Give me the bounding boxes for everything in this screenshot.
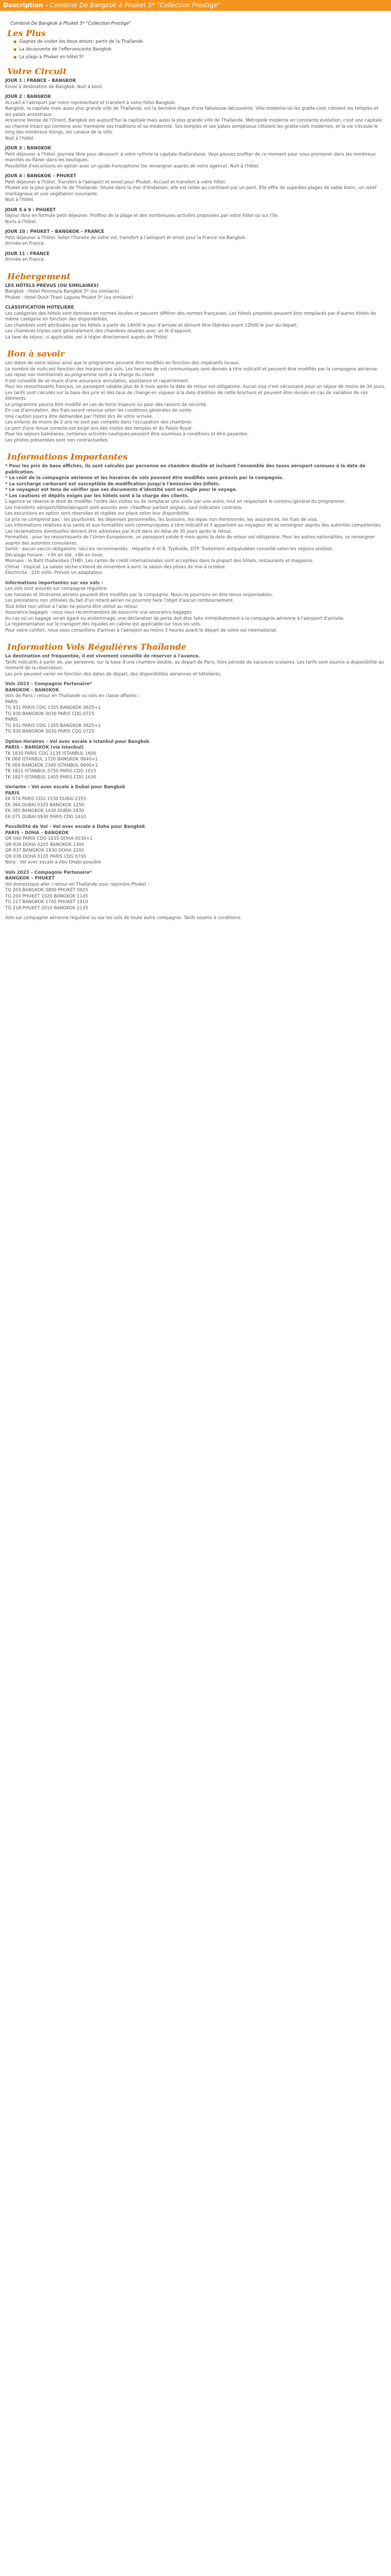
vols-paragraph: Les prix peuvent varier en fonction des dates de départ, des disponibilités aériennes et hôtelières. bbox=[5, 671, 222, 677]
info-line: Informations importantes sur vos vols : bbox=[5, 580, 103, 586]
day-text: Possibilité d'excursions en option avec un guide francophone (se renseigner auprès de votre agence). Nuit à l'hôtel. bbox=[5, 163, 260, 169]
day-title: JOUR 2 : BANGKOK bbox=[5, 94, 52, 99]
info-line: Assurance bagages : nous vous recommandons de souscrire une assurance bagages. bbox=[5, 610, 193, 615]
info-line: Les excursions en option sont réservées et réglées sur place selon leur disponibilité. bbox=[5, 511, 190, 516]
info-line: Pour votre confort, nous vous conseillons d'arriver à l'aéroport au moins 3 heures avant le départ de votre vol international. bbox=[5, 628, 278, 633]
informations-block bbox=[5, 464, 386, 634]
info-line: Le prix ne comprend pas : les pourboires, les dépenses personnelles, les boissons, les repas non mentionnés, les assurances, les frais de visa. bbox=[5, 517, 318, 522]
day-block bbox=[5, 78, 386, 90]
vols-line: TK 1821 ISTANBUL 0750 PARIS CDG 1015 bbox=[5, 769, 96, 774]
info-line: Climat : tropical. La saison sèche s'étend de novembre à avril, la saison des pluies de mai à octobre. bbox=[5, 564, 226, 570]
les-plus-item: ● La découverte de l'effervescente Bangkok bbox=[13, 46, 386, 54]
hebergement-line: LES HÔTELS PREVUS (OU SIMILAIRES) bbox=[5, 283, 99, 289]
info-line: * Le voyageur est tenu de vérifier que ses documents d'identité sont en règle pour le voyage. bbox=[5, 487, 238, 493]
day-text: Petit déjeuner à l'hôtel. Selon l'horaire de votre vol, transfert à l'aéroport et envol pour la France via Bangkok. bbox=[5, 235, 247, 241]
hebergement-line: Les chambres sont attribuées par les hôtels à partir de 14h00 le jour d'arrivée et doivent être libérées avant 12h00 le jour du départ. bbox=[5, 323, 298, 328]
info-line: La réglementation sur le transport des liquides en cabine est applicable sur tous les vols. bbox=[5, 622, 202, 627]
day-text: Nuit à l'hôtel. bbox=[5, 197, 35, 202]
day-title: JOUR 10 : PHUKET – BANGKOK – FRANCE bbox=[5, 229, 104, 234]
vols-group-header: Possibilité de Vol – Vol avec escale à Doha pour Bangkok bbox=[5, 824, 145, 829]
header-banner bbox=[0, 0, 391, 11]
vols-line: Vol domestique aller / retour en Thaïlande pour rejoindre Phuket : bbox=[5, 882, 150, 887]
vols-line: QR 837 BANGKOK 1830 DOHA 2200 bbox=[5, 848, 84, 853]
bon-a-savoir-line: Les tarifs sont calculés sur la base des prix et des taux de change en vigueur à la date d'édition de cette brochure et peuvent être révisés en cas de variation de ces éléments. bbox=[5, 390, 368, 401]
day-block bbox=[5, 229, 386, 247]
vols-line: TG 931 PARIS CDG 1355 BANGKOK 0625+1 bbox=[5, 705, 101, 710]
vols-line: EK 075 DUBAI 0930 PARIS CDG 1410 bbox=[5, 814, 86, 820]
vols-line: TK 068 ISTANBUL 1720 BANGKOK 0640+1 bbox=[5, 757, 98, 762]
info-line: Les prestations non utilisées du fait d'un retard aérien ne pourront faire l'objet d'aucun remboursement. bbox=[5, 598, 234, 603]
vols-group bbox=[5, 785, 386, 820]
vols-line: TK 069 BANGKOK 2340 ISTANBUL 0600+1 bbox=[5, 762, 98, 768]
vols-line: TG 930 BANGKOK 0030 PARIS CDG 0725 bbox=[5, 729, 94, 734]
info-line: Au cas où un bagage serait égaré ou endommagé, une déclaration de perte doit être faite immédiatement à la compagnie aérienne à l'aéroport d'arrivée. bbox=[5, 616, 345, 621]
bon-a-savoir-line: Les repas non mentionnés au programme sont à la charge du client. bbox=[5, 372, 156, 378]
intro-text: Combiné De Bangkok à Phuket 5* "Collection Prestige" bbox=[10, 21, 132, 26]
day-title: JOUR 5 à 9 : PHUKET bbox=[5, 207, 56, 213]
info-line: * Les cautions et dépôts exigés par les hôtels sont à la charge des clients. bbox=[5, 493, 189, 499]
day-text: Ancienne Venise de l'Orient, Bangkok est aujourd'hui la capitale mais aussi la plus grande ville de Thaïlande. Métropole moderne en constante évolution, c'est une capitale au charme intact qui combine avec harmonie ses traditions et sa modernité. Ses temples et ses palais somptueux côtoient les gratte-ciels modernes, et la vie s'écoule le long des nombreux klongs, les canaux de la ville. bbox=[5, 118, 382, 135]
day-text: Petit déjeuner à l'hôtel. Journée libre pour découvrir à votre rythme la capitale thaïlandaise. Vous pouvez profiter de ce moment pour vous promener dans les nombreux marchés ou flâner dans les boutiques. bbox=[5, 151, 376, 163]
day-text: Petit déjeuner à l'hôtel. Transfert à l'aéroport et envol pour Phuket. Accueil et transfert à votre hôtel. bbox=[5, 179, 226, 185]
vols-line: QR 836 DOHA 0205 BANGKOK 1300 bbox=[5, 842, 84, 848]
vols-group-subheader: PARIS – DOHA – BANGKOK bbox=[5, 830, 69, 836]
vols-note: La destination est fréquentée, il est vivement conseillé de réserver à l'avance. bbox=[5, 654, 200, 659]
hebergement-line: Les catégories des hôtels sont données en normes locales et peuvent différer des normes françaises. Les hôtels proposés peuvent être remplacés par d'autres hôtels de même catégorie en fonction des disponibilités. bbox=[5, 311, 376, 322]
bon-a-savoir-line: En cas d'annulation, des frais seront retenus selon les conditions générales de vente. bbox=[5, 408, 193, 413]
les-plus-title: Les Plus bbox=[7, 28, 46, 38]
vols-title: Information Vols Régulières Thaïlande bbox=[7, 642, 187, 652]
bon-a-savoir-line: Pour les séjours balnéaires, certaines activités nautiques peuvent être soumises à conditions et être payantes. bbox=[5, 432, 249, 437]
day-text: Nuits à l'hôtel. bbox=[5, 219, 37, 225]
info-line: * La surcharge carburant est susceptible de modification jusqu'à l'émission des billets. bbox=[5, 481, 220, 487]
bon-a-savoir-line: Une caution pourra être demandée par l'hôtel lors de votre arrivée. bbox=[5, 414, 154, 419]
hebergement-line: La taxe de séjour, si applicable, est à régler directement auprès de l'hôtel. bbox=[5, 334, 169, 340]
day-text: Bangkok, la capitale mais aussi plus grande ville de Thaïlande, est la dernière étape d'une fabuleuse découverte. Ville moderne où les gratte-ciels côtoient les temples et les palais ancestraux. bbox=[5, 106, 379, 117]
info-line: Les transferts aéroport/hôtel/aéroport sont assurés avec chauffeur parlant anglais, sauf indication contraire. bbox=[5, 505, 243, 511]
hebergement-block bbox=[5, 283, 386, 341]
bon-a-savoir-line: Les enfants de moins de 2 ans ne sont pas comptés dans l'occupation des chambres. bbox=[5, 420, 193, 425]
info-line: Santé : aucun vaccin obligatoire. Vaccins recommandés : Hépatite A et B, Typhoïde, DTP. Traitement antipaludéen conseillé selon les régions visitées. bbox=[5, 547, 334, 552]
day-block bbox=[5, 251, 386, 263]
day-title: JOUR 4 : BANGKOK – PHUKET bbox=[5, 174, 76, 179]
les-plus-list bbox=[13, 38, 386, 61]
info-line: L'agence se réserve le droit de modifier l'ordre des visites ou de remplacer une visite par une autre, tout en respectant le contenu général du programme. bbox=[5, 499, 346, 504]
vols-group-header: Option Horaires – Vol avec escale à Istanbul pour Bangkok bbox=[5, 739, 150, 744]
banner-prefix: Description - bbox=[3, 2, 48, 9]
vols-block bbox=[5, 654, 386, 922]
vols-group bbox=[5, 870, 386, 912]
vols-line: PARIS bbox=[5, 699, 18, 705]
vols-line: Vols de Paris / retour en Thaïlande ou vols en classe affaires : bbox=[5, 693, 140, 699]
day-text: Arrivée en France. bbox=[5, 257, 45, 262]
vols-line: TG 931 PARIS CDG 1355 BANGKOK 0625+1 bbox=[5, 723, 101, 728]
hebergement-line: CLASSIFICATION HOTELIERE bbox=[5, 305, 74, 310]
info-line: Les réclamations éventuelles doivent être adressées par écrit dans un délai de 30 jours après le retour. bbox=[5, 529, 232, 534]
vols-line: TG 930 BANGKOK 0030 PARIS CDG 0725 bbox=[5, 711, 94, 717]
hebergement-line: Bangkok : Hotel Peninsula Bangkok 5* (ou similaire) bbox=[5, 289, 119, 294]
vols-line: EK 384 DUBAI 0325 BANGKOK 1250 bbox=[5, 802, 84, 808]
bon-a-savoir-title: Bon à savoir bbox=[7, 349, 65, 359]
day-block bbox=[5, 174, 386, 204]
day-text: Arrivée en France. bbox=[5, 241, 45, 246]
day-title: JOUR 11 : FRANCE bbox=[5, 251, 50, 257]
vols-group-header: Vols 2023 – Compagnie Partenaire* bbox=[5, 870, 92, 875]
intro-line bbox=[5, 21, 386, 26]
page bbox=[0, 0, 391, 922]
vols-group bbox=[5, 739, 386, 781]
vols-line: Nota : Vol avec escale à Abu Dhabi possible bbox=[5, 860, 102, 865]
vols-group-header: Variante – Vol avec escale à Dubaï pour Bangkok bbox=[5, 785, 125, 790]
vols-group-subheader: BANGKOK – PHUKET bbox=[5, 876, 55, 881]
vols-group bbox=[5, 824, 386, 866]
informations-title: Informations Importantes bbox=[7, 452, 128, 462]
vols-group-subheader: BANGKOK – BANGKOK bbox=[5, 687, 59, 693]
vols-line: TG 217 BANGKOK 1745 PHUKET 1910 bbox=[5, 900, 88, 905]
day-text: Envol à destination de Bangkok. Nuit à bord. bbox=[5, 84, 103, 90]
info-line: * Pour les prix de base affichés, ils sont calculés par personne en chambre double et incluent l'ensemble des taxes aéroport connues à la date de publication. bbox=[5, 464, 366, 475]
bon-a-savoir-line: Les photos présentées sont non contractuelles. bbox=[5, 437, 109, 443]
info-line: Électricité : 220 volts. Prévoir un adaptateur. bbox=[5, 570, 104, 575]
info-line: * Le coût de la compagnie aérienne et les horaires de vols peuvent être modifiés sans préavis par la compagnie. bbox=[5, 476, 284, 481]
day-block bbox=[5, 208, 386, 226]
bon-a-savoir-block bbox=[5, 361, 386, 444]
vols-line: QR 040 PARIS CDG 1635 DOHA 0030+1 bbox=[5, 836, 93, 841]
vols-line: TG 203 BANGKOK 0800 PHUKET 0925 bbox=[5, 888, 88, 893]
vols-line: PARIS bbox=[5, 717, 18, 722]
circuit-days bbox=[5, 78, 386, 263]
vols-group-subheader: PARIS bbox=[5, 790, 20, 796]
bon-a-savoir-line: Il est conseillé de se munir d'une assurance annulation, assistance et rapatriement. bbox=[5, 378, 190, 384]
vols-line: TK 1830 PARIS CDG 1135 ISTANBUL 1600 bbox=[5, 751, 96, 756]
info-line: Formalités : pour les ressortissants de l'Union Européenne, un passeport valide 6 mois après la date de retour est obligatoire. Pour les autres nationalités, se renseigner auprès des autorités consulaires. bbox=[5, 535, 375, 546]
info-line: Tout billet non utilisé à l'aller ne pourra être utilisé au retour. bbox=[5, 604, 139, 609]
vols-line: QR 039 DOHA 0105 PARIS CDG 0700 bbox=[5, 854, 87, 859]
bon-a-savoir-line: Le nombre de nuits est fonction des horaires des vols. Les horaires de vol communiqués sont donnés à titre indicatif et peuvent être modifiés par la compagnie aérienne. bbox=[5, 366, 379, 372]
day-text: Séjour libre en formule petit déjeuner. Profitez de la plage et des nombreuses activités proposées par votre hôtel ou sur l'île. bbox=[5, 213, 279, 218]
vols-paragraph: Tarifs indicatifs à partir de, par personne, sur la base d'une chambre double, au départ de Paris, hors période de vacances scolaires. Les tarifs sont soumis à disponibilité au moment de la réservation. bbox=[5, 659, 384, 671]
les-plus-item: ● Gagnez de visiter les deux atouts: partir de la Thaïlande bbox=[13, 38, 386, 46]
vols-group bbox=[5, 682, 386, 735]
bon-a-savoir-line: Pour les ressortissants français, un passeport valable plus de 6 mois après la date de retour est obligatoire. Aucun visa n'est nécessaire pour un séjour de moins de 30 jours. bbox=[5, 384, 386, 389]
hebergement-title: Hébergement bbox=[7, 271, 71, 281]
vols-line: EK 385 BANGKOK 1430 DUBAI 1830 bbox=[5, 808, 84, 814]
vols-footer: Vols sur compagnie aérienne régulière ou sur les vols de toute autre compagnie. Tarifs soumis à conditions. bbox=[5, 916, 242, 921]
hebergement-line: Les chambres triples sont généralement des chambres doubles avec un lit d'appoint. bbox=[5, 329, 192, 334]
day-title: JOUR 1 : FRANCE – BANGKOK bbox=[5, 78, 76, 83]
vols-line: TG 204 PHUKET 1020 BANGKOK 1145 bbox=[5, 893, 88, 899]
day-text: Phuket est la plus grande île de Thaïlande. Située dans la mer d'Andaman, elle est reliée au continent par un pont. Elle offre de superbes plages de sable blanc, un relief montagneux et une végétation luxuriante. bbox=[5, 185, 377, 197]
vols-line: TG 218 PHUKET 2010 BANGKOK 2135 bbox=[5, 905, 88, 911]
vols-group-subheader: PARIS – BANGKOK (via Istanbul) bbox=[5, 745, 84, 750]
bon-a-savoir-line: Les dates de votre séjour ainsi que le programme peuvent être modifiés en fonction des impératifs locaux. bbox=[5, 361, 240, 366]
info-line: Les horaires et itinéraires aériens peuvent être modifiés par la compagnie. Nous ne pourrions en être tenus responsables. bbox=[5, 592, 273, 598]
info-line: Les informations relatives à la santé et aux formalités sont communiquées à titre indicatif et il appartient au voyageur de se renseigner auprès des autorités compétentes. bbox=[5, 523, 382, 528]
day-text: Accueil à l'aéroport par notre représentant et transfert à votre hôtel Bangkok. bbox=[5, 100, 176, 106]
vols-line: TK 1827 ISTANBUL 1405 PARIS CDG 1630 bbox=[5, 774, 96, 780]
circuit-title: Votre Circuit bbox=[7, 66, 67, 76]
vols-line: EK 074 PARIS CDG 1530 DUBAI 2355 bbox=[5, 796, 86, 802]
hebergement-line: Phuket : Hotel Dusit Thani Laguna Phuket 5* (ou similaire) bbox=[5, 295, 133, 300]
day-block bbox=[5, 146, 386, 170]
day-text: Nuit à l'hôtel. bbox=[5, 135, 35, 141]
info-line: Monnaie : le Baht thaïlandais (THB). Les cartes de crédit internationales sont acceptées dans la plupart des hôtels, restaurants et magasins. bbox=[5, 558, 314, 564]
les-plus-item: ● La plage à Phuket en hôtel 5* bbox=[13, 54, 386, 61]
bon-a-savoir-line: Le programme pourra être modifié en cas de force majeure ou pour des raisons de sécurité. bbox=[5, 402, 208, 408]
day-title: JOUR 3 : BANGKOK bbox=[5, 146, 52, 151]
vols-group-header: Vols 2023 – Compagnie Partenaire* bbox=[5, 682, 92, 687]
main-content bbox=[0, 21, 391, 922]
info-line: Décalage horaire : +5h en été, +6h en hiver. bbox=[5, 552, 104, 558]
info-line: Les vols sont assurés sur compagnie régulière. bbox=[5, 586, 108, 591]
day-block bbox=[5, 94, 386, 142]
bon-a-savoir-line: Le port d'une tenue correcte est exigé lors des visites des temples et du Palais Royal. bbox=[5, 426, 193, 431]
banner-title: Combiné De Bangkok à Phuket 5* "Collection Prestige" bbox=[50, 2, 221, 9]
